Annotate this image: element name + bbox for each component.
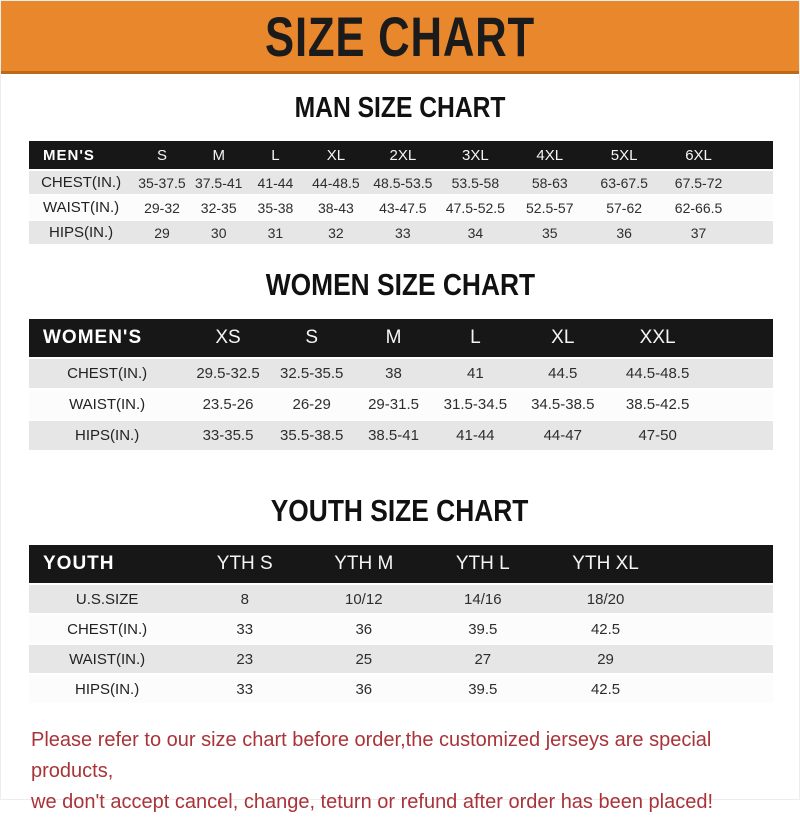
- cell: 43-47.5: [379, 199, 427, 216]
- cell: 42.5: [590, 620, 621, 638]
- cell: 38-43: [317, 199, 354, 216]
- cell: 58-63: [531, 174, 568, 191]
- youth-section-heading: [1, 494, 799, 528]
- cell: 47-50: [638, 427, 677, 444]
- womens-col-m: M: [385, 327, 402, 348]
- mens-section-heading: [1, 92, 799, 124]
- youth-chest-row: [29, 615, 773, 643]
- cell: 41-44: [257, 174, 294, 191]
- cell: 29: [597, 650, 614, 668]
- cell: 37.5-41: [194, 174, 243, 191]
- cell: 38.5-41: [368, 427, 419, 444]
- youth-col-s: YTH S: [216, 553, 273, 574]
- cell: 53.5-58: [451, 174, 500, 191]
- youth-section-heading-text: YOUTH SIZE CHART: [271, 493, 529, 528]
- cell: 34: [467, 224, 484, 241]
- mens-hips-row: [29, 221, 773, 244]
- youth-hips-row: [29, 675, 773, 703]
- order-policy-note: [31, 725, 771, 818]
- cell: 36: [616, 224, 632, 241]
- mens-waist-row: [29, 196, 773, 219]
- cell: 8: [240, 590, 249, 608]
- womens-section-heading: [1, 268, 799, 302]
- cell: 44.5: [548, 365, 578, 382]
- row-label: WAIST(IN.): [43, 199, 120, 216]
- cell: 34.5-38.5: [531, 396, 595, 413]
- mens-chest-row: [29, 171, 773, 194]
- order-policy-note-line2: we don't accept cancel, change, teturn or refund after order has been placed!: [31, 791, 714, 813]
- cell: 31.5-34.5: [443, 396, 508, 413]
- cell: 23.5-26: [202, 396, 254, 413]
- womens-hips-row: [29, 421, 773, 450]
- cell: 14/16: [464, 590, 502, 608]
- cell: 26-29: [292, 396, 331, 413]
- mens-col-5xl: 5XL: [610, 146, 638, 164]
- cell: 44-47: [543, 427, 582, 444]
- cell: 42.5: [590, 680, 621, 698]
- size-chart-banner: [1, 1, 799, 74]
- cell: 67.5-72: [674, 174, 723, 191]
- banner-title: SIZE CHART: [265, 4, 535, 68]
- cell: 32.5-35.5: [280, 365, 344, 382]
- row-label: CHEST(IN.): [67, 365, 148, 382]
- mens-table-title: MEN'S: [43, 146, 95, 164]
- youth-size-table: [29, 545, 773, 703]
- womens-waist-row: [29, 390, 773, 419]
- cell: 29: [154, 224, 170, 241]
- mens-col-xl: XL: [326, 146, 346, 164]
- youth-col-m: YTH M: [334, 553, 394, 574]
- cell: 33-35.5: [202, 427, 254, 444]
- cell: 35.5-38.5: [280, 427, 344, 444]
- cell: 36: [355, 620, 373, 638]
- youth-ussize-row: [29, 585, 773, 613]
- cell: 38.5-42.5: [625, 396, 690, 413]
- cell: 41: [467, 365, 484, 382]
- mens-col-m: M: [212, 146, 225, 164]
- cell: 35-37.5: [138, 174, 186, 191]
- womens-section-heading-text: WOMEN SIZE CHART: [265, 267, 535, 302]
- cell: 29-31.5: [368, 396, 419, 413]
- cell: 44.5-48.5: [625, 365, 690, 382]
- mens-section-heading-text: MAN SIZE CHART: [294, 92, 506, 124]
- womens-table-header: [29, 319, 773, 357]
- mens-size-table: [29, 141, 773, 244]
- womens-col-s: S: [305, 327, 319, 348]
- cell: 29.5-32.5: [196, 365, 260, 382]
- cell: 35-38: [257, 199, 294, 216]
- mens-col-3xl: 3XL: [462, 146, 489, 164]
- youth-table-title: YOUTH: [43, 553, 115, 574]
- order-policy-note-line1: Please refer to our size chart before order,the customized jerseys are special products,: [31, 729, 712, 782]
- mens-col-4xl: 4XL: [536, 146, 564, 164]
- row-label: HIPS(IN.): [75, 680, 140, 698]
- cell: 30: [210, 224, 227, 241]
- cell: 33: [395, 224, 411, 241]
- mens-table-header: [29, 141, 773, 169]
- cell: 27: [474, 650, 492, 668]
- cell: 32: [328, 224, 344, 241]
- womens-size-table: [29, 319, 773, 450]
- mens-col-6xl: 6XL: [685, 146, 712, 164]
- cell: 31: [267, 224, 284, 241]
- womens-col-xl: XL: [551, 327, 575, 348]
- womens-table-title: WOMEN'S: [43, 327, 143, 348]
- youth-col-l: YTH L: [455, 553, 510, 574]
- cell: 32-35: [200, 199, 237, 216]
- cell: 47.5-52.5: [445, 199, 505, 216]
- cell: 37: [690, 224, 707, 241]
- row-label: HIPS(IN.): [75, 427, 140, 444]
- cell: 44-48.5: [312, 174, 360, 191]
- womens-chest-row: [29, 359, 773, 388]
- cell: 35: [541, 224, 558, 241]
- row-label: CHEST(IN.): [41, 174, 122, 191]
- cell: 39.5: [468, 680, 498, 698]
- womens-col-l: L: [470, 327, 481, 348]
- cell: 48.5-53.5: [373, 174, 433, 191]
- cell: 39.5: [468, 620, 498, 638]
- cell: 33: [236, 620, 254, 638]
- cell: 25: [355, 650, 373, 668]
- row-label: HIPS(IN.): [48, 224, 114, 241]
- mens-col-s: S: [156, 146, 167, 164]
- cell: 36: [355, 680, 373, 698]
- row-label: U.S.SIZE: [75, 590, 139, 608]
- cell: 41-44: [456, 427, 495, 444]
- youth-col-xl: YTH XL: [572, 553, 639, 574]
- mens-col-2xl: 2XL: [389, 146, 417, 164]
- mens-col-l: L: [271, 146, 280, 164]
- youth-table-header: [29, 545, 773, 583]
- womens-col-xxl: XXL: [639, 327, 676, 348]
- cell: 33: [236, 680, 254, 698]
- row-label: WAIST(IN.): [69, 396, 146, 413]
- cell: 10/12: [345, 590, 383, 608]
- cell: 63-67.5: [600, 174, 648, 191]
- cell: 38: [385, 365, 402, 382]
- cell: 18/20: [586, 590, 625, 608]
- row-label: CHEST(IN.): [67, 620, 148, 638]
- cell: 23: [236, 650, 254, 668]
- youth-waist-row: [29, 645, 773, 673]
- row-label: WAIST(IN.): [69, 650, 146, 668]
- cell: 62-66.5: [674, 199, 723, 216]
- cell: 52.5-57: [526, 199, 574, 216]
- cell: 29-32: [144, 199, 180, 216]
- cell: 57-62: [606, 199, 643, 216]
- womens-col-xs: XS: [215, 327, 241, 348]
